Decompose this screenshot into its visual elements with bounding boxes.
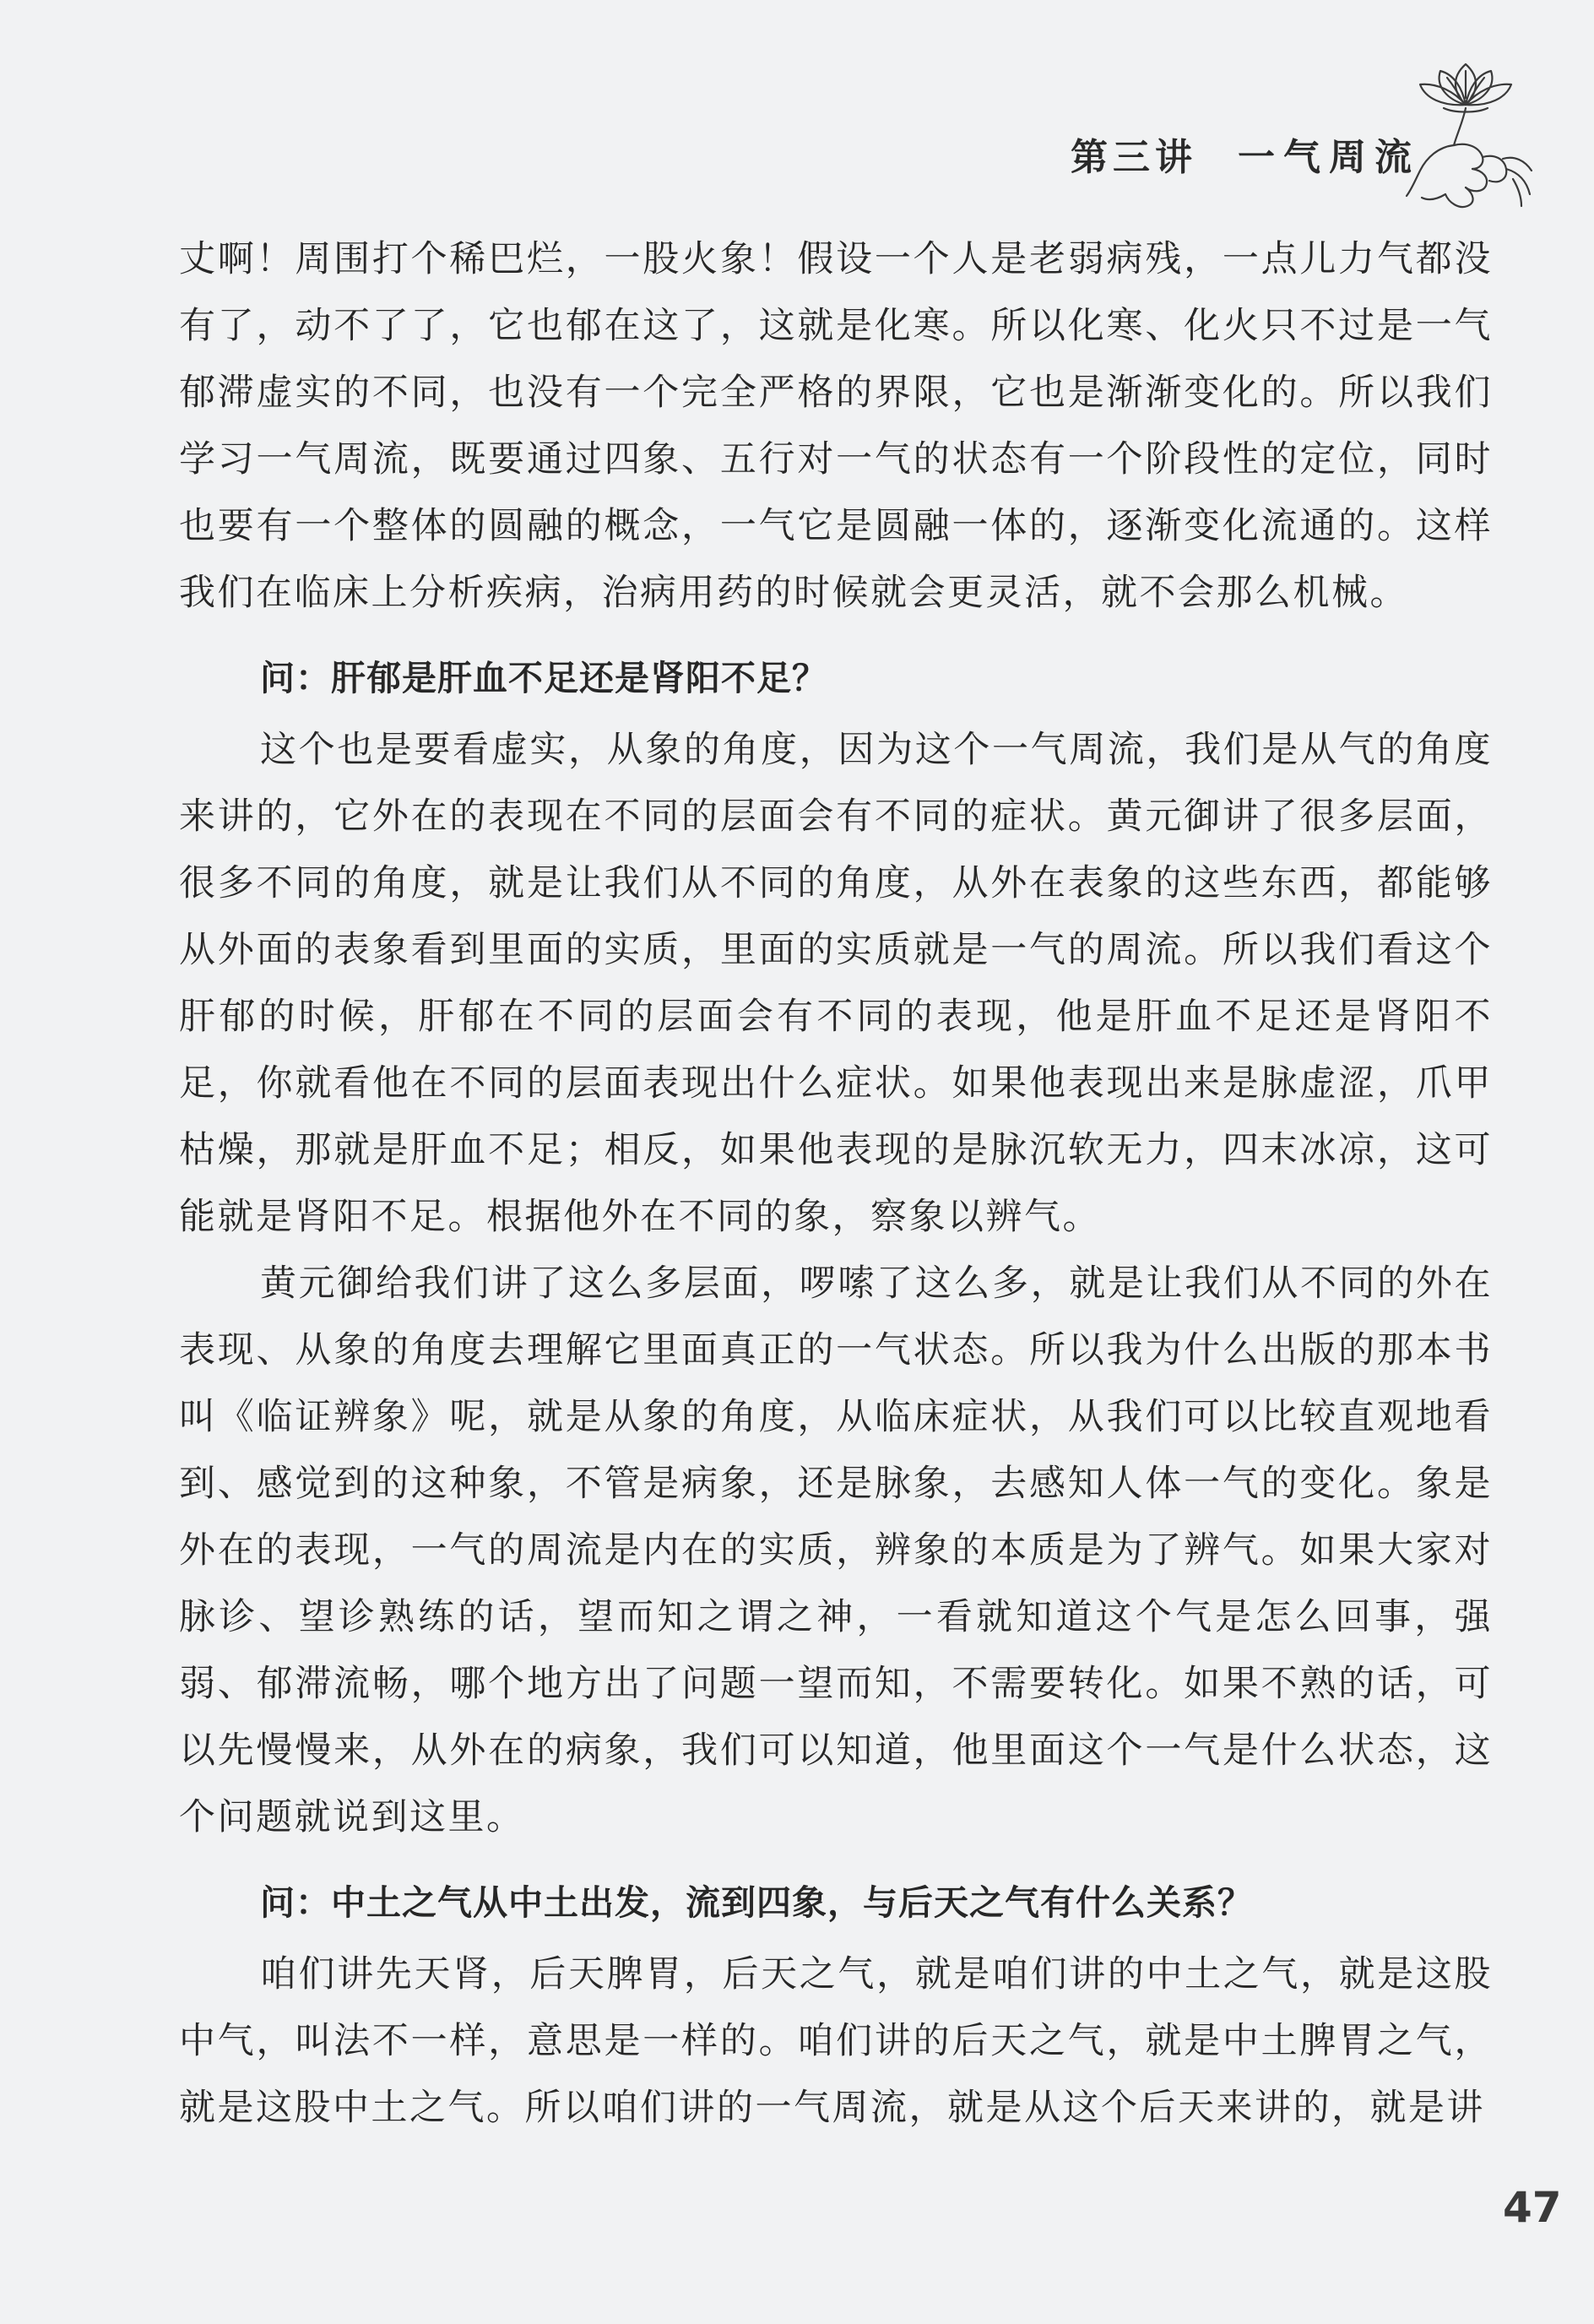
paragraph: 黄元御给我们讲了这么多层面，啰嗦了这么多，就是让我们从不同的外在表现、从象的角度去理解它里面真正的一气状态。所以我为什么出版的那本书叫《临证辨象》呢，就是从象的角度，从临床症状，从我们可以比较直观地看到、感觉到的这种象，不管是病象，还是脉象，去感知人体一气的变化。象是外在的表现，一气的周流是内在的实质，辨象的本质是为了辨气。如果大家对脉诊、望诊熟练的话，望而知之谓之神，一看就知道这个气是怎么回事，强弱、郁滞流畅，哪个地方出了问题一望而知，不需要转化。如果不熟的话，可以先慢慢来，从外在的病象，我们可以知道，他里面这个一气是什么状态，这个问题就说到这里。 [179,1262,1493,1838]
running-head [1071,117,1425,179]
question-heading: 问：肝郁是肝血不足还是肾阳不足？ [260,658,827,698]
question-heading: 问：中土之气从中土出发，流到四象，与后天之气有什么关系？ [260,1882,1253,1923]
page-number: 47 [1503,2183,1562,2232]
paragraph: 丈啊！周围打个稀巴烂，一股火象！假设一个人是老弱病残，一点儿力气都没有了，动不了了，它也郁在这了，这就是化寒。所以化寒、化火只不过是一气郁滞虚实的不同，也没有一个完全严格的界限，它也是渐渐变化的。所以我们学习一气周流，既要通过四象、五行对一气的状态有一个阶段性的定位，同时也要有一个整体的圆融的概念，一气它是圆融一体的，逐渐变化流通的。这样我们在临床上分析疾病，治病用药的时候就会更灵活，就不会那么机械。 [179,238,1493,614]
paragraph: 咱们讲先天肾，后天脾胃，后天之气，就是咱们讲的中土之气，就是这股中气，叫法不一样，意思是一样的。咱们讲的后天之气，就是中土脾胃之气，就是这股中土之气。所以咱们讲的一气周流，就是从这个后天来讲的，就是讲 [179,1953,1493,2129]
lotus-hand-icon [1395,52,1537,213]
paragraph: 这个也是要看虚实，从象的角度，因为这个一气周流，我们是从气的角度来讲的，它外在的表现在不同的层面会有不同的症状。黄元御讲了很多层面，很多不同的角度，就是让我们从不同的角度，从外在表象的这些东西，都能够从外面的表象看到里面的实质，里面的实质就是一气的周流。所以我们看这个肝郁的时候，肝郁在不同的层面会有不同的表现，他是肝血不足还是肾阳不足，你就看他在不同的层面表现出什么症状。如果他表现出来是脉虚涩，爪甲枯燥，那就是肝血不足；相反，如果他表现的是脉沉软无力，四末冰凉，这可能就是肾阳不足。根据他外在不同的象，察象以辨气。 [179,729,1493,1238]
body-text [179,226,1493,2142]
chapter-number: 第三讲 [1071,136,1197,179]
chapter-title: 一气周流 [1238,136,1420,179]
